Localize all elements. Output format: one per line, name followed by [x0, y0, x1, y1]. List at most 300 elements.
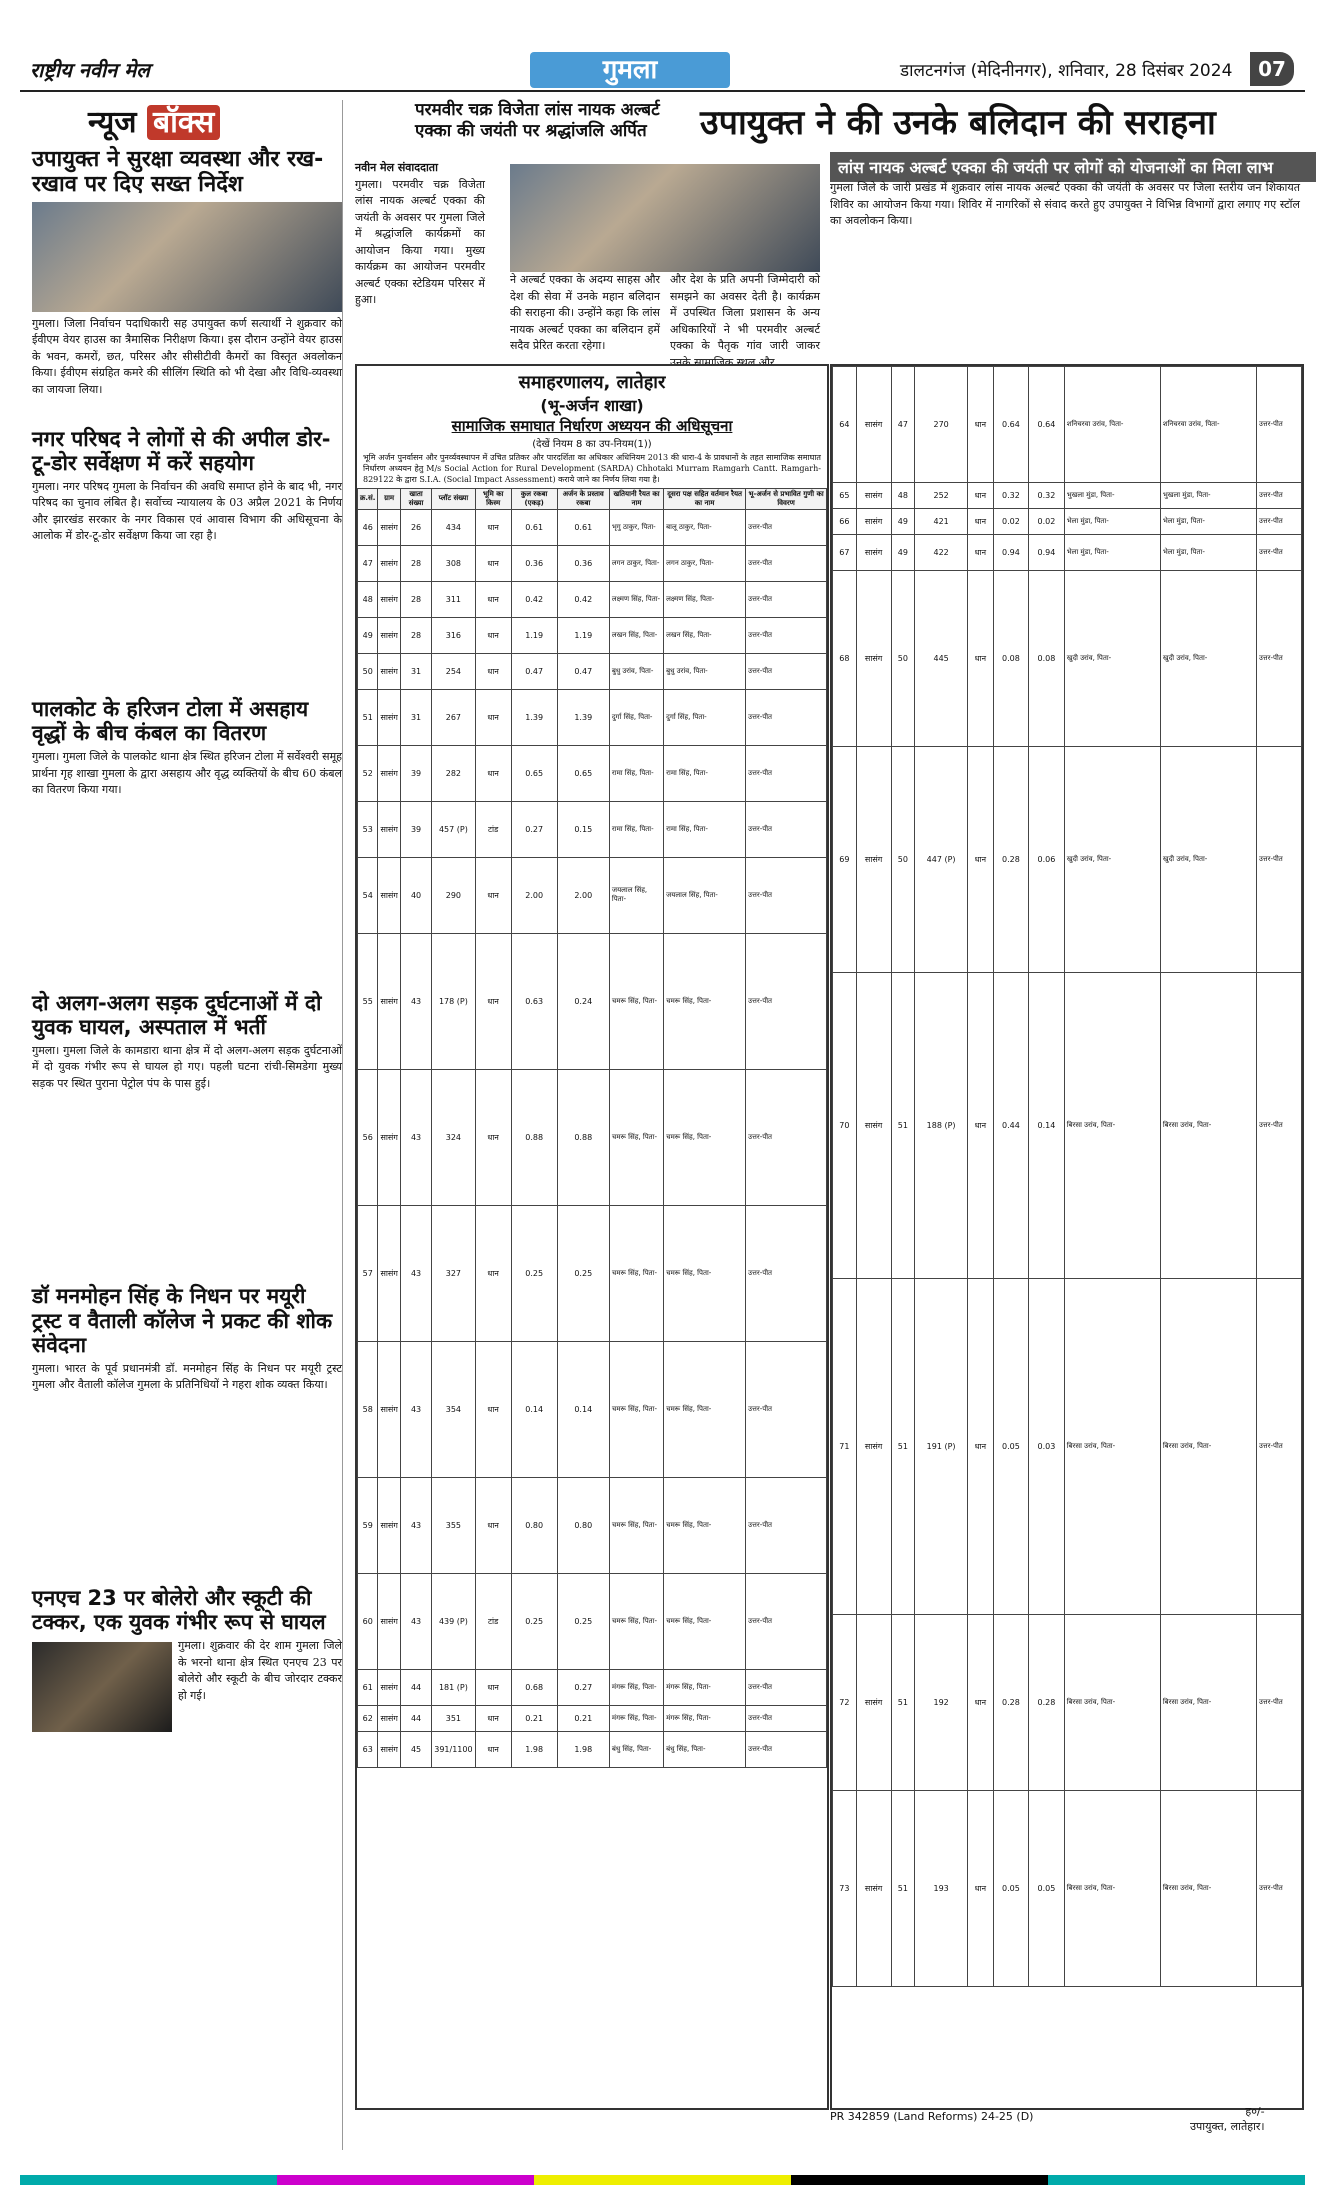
table-cell: 354: [432, 1341, 475, 1477]
table-cell: 0.02: [1029, 509, 1065, 535]
table-cell: 0.42: [557, 581, 609, 617]
table-header-cell: प्लॉट संख्या: [432, 488, 475, 509]
table-cell: 0.32: [1029, 483, 1065, 509]
table-cell: 59: [358, 1477, 378, 1573]
table-cell: सासंग: [378, 1477, 400, 1573]
table-cell: धान: [475, 1341, 511, 1477]
table-row: [358, 1705, 827, 1731]
table-cell: लक्ष्मण सिंह, पिता-: [609, 581, 663, 617]
table-cell: उत्तर-पीत: [746, 509, 827, 545]
page-number: 07: [1250, 52, 1294, 86]
table-cell: 447 (P): [915, 747, 968, 973]
table-cell: 457 (P): [432, 801, 475, 857]
table-cell: बिरसा उरांव, पिता-: [1160, 1279, 1256, 1615]
table-cell: 49: [358, 617, 378, 653]
table-cell: 60: [358, 1573, 378, 1669]
table-row: [358, 689, 827, 745]
table-cell: 43: [400, 933, 431, 1069]
table-cell: सासंग: [856, 509, 891, 535]
table-cell: 0.28: [993, 747, 1029, 973]
table-cell: 0.06: [1029, 747, 1065, 973]
table-cell: 391/1100: [432, 1731, 475, 1767]
signatory: उपायुक्त, लातेहार।: [1190, 2120, 1265, 2133]
table-row: [833, 509, 1302, 535]
top-story-photo: [510, 164, 820, 272]
table-cell: बिरसा उरांव, पिता-: [1064, 973, 1160, 1279]
table-cell: मंगरू सिंह, पिता-: [664, 1669, 746, 1705]
table-cell: धान: [968, 509, 994, 535]
table-cell: धान: [968, 1791, 994, 1987]
table-cell: 66: [833, 509, 857, 535]
table-cell: 355: [432, 1477, 475, 1573]
table-cell: उत्तर-पीत: [1256, 367, 1301, 483]
table-cell: रामा सिंह, पिता-: [664, 745, 746, 801]
story-headline: डॉ मनमोहन सिंह के निधन पर मयूरी ट्रस्ट व वैताली कॉलेज ने प्रकट की शोक संवेदना: [32, 1284, 333, 1357]
table-cell: धान: [475, 1669, 511, 1705]
story-body: गुमला। शुक्रवार की देर शाम गुमला जिले के भरनो थाना क्षेत्र स्थित एनएच 23 पर बोलेरो और स्कूटी के बीच जोरदार टक्कर हो गई।: [178, 1639, 342, 1702]
table-cell: सासंग: [378, 653, 400, 689]
table-cell: मंगरू सिंह, पिता-: [609, 1669, 663, 1705]
table-cell: 65: [833, 483, 857, 509]
table-cell: लगन ठाकुर, पिता-: [664, 545, 746, 581]
table-cell: 61: [358, 1669, 378, 1705]
table-cell: 39: [400, 745, 431, 801]
table-cell: उत्तर-पीत: [1256, 535, 1301, 571]
table-cell: 0.08: [993, 571, 1029, 747]
table-cell: धान: [475, 745, 511, 801]
table-cell: सासंग: [856, 973, 891, 1279]
table-row: [358, 1069, 827, 1205]
table-cell: 0.28: [1029, 1615, 1065, 1791]
table-cell: 0.61: [511, 509, 557, 545]
table-cell: भृगु ठाकुर, पिता-: [609, 509, 663, 545]
table-cell: उत्तर-पीत: [1256, 747, 1301, 973]
table-cell: भेला मुंडा, पिता-: [1064, 509, 1160, 535]
table-cell: धान: [968, 367, 994, 483]
table-cell: उत्तर-पीत: [746, 801, 827, 857]
table-cell: 43: [400, 1205, 431, 1341]
story-body: गुमला। गुमला जिले के पालकोट थाना क्षेत्र स्थित हरिजन टोला में सर्वेश्वरी समूह प्रार्थना गृह शाखा गुमला के द्वारा असहाय और वृद्ध व्यक्तियों के बीच 60 कंबल का वितरण किया गया।: [32, 750, 342, 797]
story-headline: पालकोट के हरिजन टोला में असहाय वृद्धों के बीच कंबल का वितरण: [32, 696, 309, 746]
table-cell: 188 (P): [915, 973, 968, 1279]
table-cell: 0.44: [993, 973, 1029, 1279]
table-cell: 1.19: [557, 617, 609, 653]
table-header-cell: दूसरा पक्ष सहित वर्तमान रैयत का नाम: [664, 488, 746, 509]
table-cell: 43: [400, 1573, 431, 1669]
table-cell: 327: [432, 1205, 475, 1341]
table-cell: 282: [432, 745, 475, 801]
table-cell: 67: [833, 535, 857, 571]
table-row: [358, 801, 827, 857]
table-cell: रामा सिंह, पिता-: [664, 801, 746, 857]
table-cell: 0.42: [511, 581, 557, 617]
table-cell: 192: [915, 1615, 968, 1791]
table-cell: 290: [432, 857, 475, 933]
table-cell: 434: [432, 509, 475, 545]
table-cell: 0.36: [511, 545, 557, 581]
table-row: [358, 509, 827, 545]
table-cell: चमरू सिंह, पिता-: [609, 1069, 663, 1205]
table-cell: 0.14: [511, 1341, 557, 1477]
table-cell: उत्तर-पीत: [1256, 571, 1301, 747]
table-cell: सासंग: [378, 617, 400, 653]
table-cell: बिरसा उरांव, पिता-: [1160, 1791, 1256, 1987]
table-cell: 73: [833, 1791, 857, 1987]
table-row: [833, 571, 1302, 747]
table-cell: सासंग: [378, 1205, 400, 1341]
table-cell: 47: [891, 367, 915, 483]
table-cell: 0.80: [557, 1477, 609, 1573]
table-row: [358, 857, 827, 933]
table-cell: 51: [358, 689, 378, 745]
table-cell: धान: [475, 689, 511, 745]
signature-block: [1190, 2104, 1265, 2134]
table-cell: 0.94: [1029, 535, 1065, 571]
table-cell: धान: [968, 535, 994, 571]
table-cell: 28: [400, 545, 431, 581]
table-cell: 0.94: [993, 535, 1029, 571]
top-story-text: गुमला। परमवीर चक्र विजेता लांस नायक अल्बर्ट एक्का की जयंती के अवसर पर गुमला जिले में श्रद्धांजलि कार्यक्रमों का आयोजन किया गया। मुख्य कार्यक्रम का आयोजन परमवीर अल्बर्ट एक्का स्टेडियम परिसर में हुआ।: [355, 177, 485, 306]
table-cell: टांड: [475, 801, 511, 857]
table-cell: 50: [891, 747, 915, 973]
table-cell: 0.80: [511, 1477, 557, 1573]
notice-rule: (देखें नियम 8 का उप-नियम(1)): [532, 439, 652, 450]
table-row: [358, 1477, 827, 1573]
table-cell: 421: [915, 509, 968, 535]
table-cell: 62: [358, 1705, 378, 1731]
table-cell: धान: [475, 581, 511, 617]
table-cell: लगन ठाकुर, पिता-: [609, 545, 663, 581]
top-story-kicker: परमवीर चक्र विजेता लांस नायक अल्बर्ट एक्का की जयंती पर श्रद्धांजलि अर्पित: [415, 100, 660, 142]
table-cell: मंगरू सिंह, पिता-: [609, 1705, 663, 1731]
table-cell: बंधु सिंह, पिता-: [664, 1731, 746, 1767]
table-cell: 178 (P): [432, 933, 475, 1069]
table-cell: 254: [432, 653, 475, 689]
table-cell: चमरू सिंह, पिता-: [664, 933, 746, 1069]
table-row: [358, 1205, 827, 1341]
table-cell: चमरू सिंह, पिता-: [609, 1205, 663, 1341]
table-cell: उत्तर-पीत: [746, 745, 827, 801]
table-cell: 57: [358, 1205, 378, 1341]
table-header-cell: कुल रकबा (एकड़): [511, 488, 557, 509]
table-cell: सासंग: [378, 689, 400, 745]
story-body: गुमला। जिला निर्वाचन पदाधिकारी सह उपायुक्त कर्ण सत्यार्थी ने शुक्रवार को ईवीएम वेयर हाउस का त्रैमासिक निरीक्षण किया। इस दौरान उन्होंने वेयर हाउस के भवन, कमरों, छत, परिसर और सीसीटीवी कैमरों का विस्तृत अवलोकन किया। ईवीएम संग्रहित कमरे की सीलिंग स्थिति को भी देखा और विधि-व्यवस्था का जायजा लिया।: [32, 316, 342, 396]
notice-table-continued: [832, 366, 1302, 1987]
table-cell: धान: [475, 545, 511, 581]
table-cell: 46: [358, 509, 378, 545]
table-cell: 48: [358, 581, 378, 617]
story-photo: [32, 202, 342, 312]
table-cell: 53: [358, 801, 378, 857]
table-row: [833, 1791, 1302, 1987]
table-cell: धान: [968, 1279, 994, 1615]
table-cell: लखन सिंह, पिता-: [664, 617, 746, 653]
table-cell: 0.21: [511, 1705, 557, 1731]
table-cell: 0.14: [1029, 973, 1065, 1279]
table-cell: खुदी उरांव, पिता-: [1160, 747, 1256, 973]
table-row: [358, 1731, 827, 1767]
land-acquisition-notice-continued: [830, 364, 1304, 2110]
table-header-cell: अर्जन के प्रस्ताव रकबा: [557, 488, 609, 509]
table-cell: बिरसा उरांव, पिता-: [1064, 1279, 1160, 1615]
table-cell: 69: [833, 747, 857, 973]
table-cell: जयलाल सिंह, पिता-: [664, 857, 746, 933]
table-cell: 0.25: [511, 1205, 557, 1341]
top-story-column-1: [355, 160, 485, 309]
table-cell: धान: [968, 483, 994, 509]
table-cell: खुदी उरांव, पिता-: [1064, 571, 1160, 747]
table-cell: 2.00: [511, 857, 557, 933]
pr-number: PR 342859 (Land Reforms) 24-25 (D): [830, 2110, 1034, 2123]
table-cell: 1.98: [511, 1731, 557, 1767]
byline: नवीन मेल संवाददाता: [355, 161, 438, 174]
story-body: गुमला। गुमला जिले के कामडारा थाना क्षेत्र में दो अलग-अलग सड़क दुर्घटनाओं में दो युवक गंभीर रूप से घायल हो गए। पहली घटना रांची-सिमडेगा मुख्य सड़क पर स्थित पुराना पेट्रोल पंप के पास हुई।: [32, 1043, 342, 1090]
table-row: [358, 1573, 827, 1669]
table-cell: 316: [432, 617, 475, 653]
table-cell: 0.68: [511, 1669, 557, 1705]
table-cell: 0.27: [557, 1669, 609, 1705]
table-cell: बिरसा उरांव, पिता-: [1064, 1615, 1160, 1791]
table-cell: सासंग: [378, 1705, 400, 1731]
table-cell: 0.21: [557, 1705, 609, 1731]
table-cell: उत्तर-पीत: [746, 933, 827, 1069]
story-body: गुमला। भारत के पूर्व प्रधानमंत्री डॉ. मनमोहन सिंह के निधन पर मयूरी ट्रस्ट गुमला और वैताली कॉलेज गुमला के प्रतिनिधियों ने गहरा शोक व्यक्त किया।: [32, 1361, 342, 1392]
table-cell: सासंग: [378, 1669, 400, 1705]
table-cell: 51: [891, 973, 915, 1279]
table-cell: 0.64: [1029, 367, 1065, 483]
table-cell: 47: [358, 545, 378, 581]
table-cell: सासंग: [378, 1573, 400, 1669]
table-cell: 191 (P): [915, 1279, 968, 1615]
table-cell: 58: [358, 1341, 378, 1477]
table-cell: 1.39: [557, 689, 609, 745]
table-cell: 2.00: [557, 857, 609, 933]
table-cell: 51: [891, 1791, 915, 1987]
table-cell: उत्तर-पीत: [746, 581, 827, 617]
table-cell: चमरू सिंह, पिता-: [609, 1477, 663, 1573]
notice-intro: भूमि अर्जन पुनर्वासन और पुनर्व्यवस्थापन में उचित प्रतिकर और पारदर्शिता का अधिकार अधिनियम 2013 की धारा-4 के प्रावधानों के तहत सामाजिक समाघात निर्धारण अध्ययन हेतु M/s Social Action for Rural Development (SARDA) Chhotaki Murram Ramgarh Cantt. Ramgarh-829122 के द्वारा S.I.A. (Social Impact Assessment) कराये जाने का निर्णय लिया गया है।: [363, 453, 821, 485]
table-cell: उत्तर-पीत: [746, 1669, 827, 1705]
notice-header: [357, 366, 827, 450]
table-cell: शनिचरवा उरांव, पिता-: [1160, 367, 1256, 483]
top-story-column-2: ने अल्बर्ट एक्का के अदम्य साहस और देश की सेवा में उनके महान बलिदान की सराहना की। उन्होंने कहा कि लांस नायक अल्बर्ट एक्का का बलिदान हमें सदैव प्रेरित करता रहेगा।: [510, 273, 660, 352]
table-cell: 270: [915, 367, 968, 483]
notice-table: [357, 488, 827, 1768]
table-cell: उत्तर-पीत: [1256, 509, 1301, 535]
table-cell: 72: [833, 1615, 857, 1791]
table-cell: सासंग: [856, 747, 891, 973]
table-cell: धान: [475, 1205, 511, 1341]
table-cell: भेला मुंडा, पिता-: [1064, 535, 1160, 571]
news-box-column: [32, 100, 343, 2150]
table-cell: रामा सिंह, पिता-: [609, 801, 663, 857]
table-cell: 43: [400, 1477, 431, 1573]
table-cell: दुर्गा सिंह, पिता-: [664, 689, 746, 745]
table-cell: चमरू सिंह, पिता-: [664, 1573, 746, 1669]
table-cell: 0.25: [511, 1573, 557, 1669]
table-cell: उत्तर-पीत: [746, 1205, 827, 1341]
table-cell: 0.61: [557, 509, 609, 545]
table-cell: सासंग: [378, 801, 400, 857]
table-row: [358, 581, 827, 617]
section-title: गुमला: [530, 52, 730, 88]
table-cell: उत्तर-पीत: [1256, 1791, 1301, 1987]
table-cell: 51: [891, 1615, 915, 1791]
table-cell: रामा सिंह, पिता-: [609, 745, 663, 801]
table-cell: सासंग: [856, 571, 891, 747]
table-cell: 311: [432, 581, 475, 617]
table-cell: उत्तर-पीत: [746, 1731, 827, 1767]
print-color-bar: [20, 2175, 1305, 2185]
notice-office: समाहरणालय, लातेहार: [518, 372, 666, 393]
table-cell: उत्तर-पीत: [746, 545, 827, 581]
table-cell: 0.03: [1029, 1279, 1065, 1615]
table-cell: शनिचरवा उरांव, पिता-: [1064, 367, 1160, 483]
table-cell: बुधु उरांव, पिता-: [609, 653, 663, 689]
table-cell: 0.47: [511, 653, 557, 689]
table-cell: 45: [400, 1731, 431, 1767]
table-cell: 26: [400, 509, 431, 545]
table-cell: 181 (P): [432, 1669, 475, 1705]
top-story-column-4: गुमला जिले के जारी प्रखंड में शुक्रवार लांस नायक अल्बर्ट एक्का की जयंती के अवसर पर जिला स्तरीय जन शिकायत शिविर का आयोजन किया गया। शिविर में नागरिकों से संवाद करते हुए उपायुक्त ने विभिन्न विभागों द्वारा लगाए गए स्टॉल का अवलोकन किया।: [830, 181, 1300, 227]
table-cell: सासंग: [378, 545, 400, 581]
table-cell: भुखला मुंडा, पिता-: [1160, 483, 1256, 509]
table-cell: बुधु उरांव, पिता-: [664, 653, 746, 689]
table-cell: 1.98: [557, 1731, 609, 1767]
table-cell: 0.88: [511, 1069, 557, 1205]
table-cell: सासंग: [378, 1341, 400, 1477]
table-cell: 52: [358, 745, 378, 801]
table-body: [833, 367, 1302, 1987]
table-cell: चमरू सिंह, पिता-: [664, 1205, 746, 1341]
table-cell: 0.32: [993, 483, 1029, 509]
table-cell: 0.05: [993, 1279, 1029, 1615]
table-cell: 0.05: [1029, 1791, 1065, 1987]
table-cell: 50: [358, 653, 378, 689]
dateline: डालटनगंज (मेदिनीनगर), शनिवार, 28 दिसंबर 2024: [900, 61, 1233, 81]
table-cell: 445: [915, 571, 968, 747]
top-story-headline: उपायुक्त ने की उनके बलिदान की सराहना: [700, 103, 1216, 143]
table-cell: 68: [833, 571, 857, 747]
story-body: गुमला। नगर परिषद गुमला के निर्वाचन की अवधि समाप्त होने के बाद भी, नगर परिषद का चुनाव लंबित है। सर्वोच्च न्यायालय के 03 अप्रैल 2021 के निर्णय और झारखंड सरकार के नगर विकास एवं आवास विभाग की अधिसूचना के आलोक में डोर-टू-डोर सर्वेक्षण किया जा रहा है।: [32, 479, 342, 543]
table-cell: धान: [968, 571, 994, 747]
table-cell: 308: [432, 545, 475, 581]
story-headline: नगर परिषद ने लोगों से की अपील डोर-टू-डोर सर्वेक्षण में करें सहयोग: [32, 426, 331, 475]
table-cell: 43: [400, 1069, 431, 1205]
table-cell: उत्तर-पीत: [746, 617, 827, 653]
table-cell: सासंग: [856, 1791, 891, 1987]
table-cell: 28: [400, 581, 431, 617]
table-cell: 64: [833, 367, 857, 483]
table-cell: धान: [968, 1615, 994, 1791]
table-row: [833, 1615, 1302, 1791]
table-cell: सासंग: [378, 1731, 400, 1767]
table-cell: धान: [968, 973, 994, 1279]
table-cell: सासंग: [378, 1069, 400, 1205]
table-cell: 267: [432, 689, 475, 745]
table-cell: जयलाल सिंह, पिता-: [609, 857, 663, 933]
table-cell: 0.25: [557, 1205, 609, 1341]
table-row: [358, 545, 827, 581]
table-cell: सासंग: [378, 745, 400, 801]
table-cell: उत्तर-पीत: [1256, 1615, 1301, 1791]
table-header-cell: खाता संख्या: [400, 488, 431, 509]
table-cell: लक्ष्मण सिंह, पिता-: [664, 581, 746, 617]
table-cell: 71: [833, 1279, 857, 1615]
table-cell: धान: [475, 857, 511, 933]
table-row: [358, 617, 827, 653]
table-header-cell: भू-अर्जन से प्रभावित गुणी का विवरण: [746, 488, 827, 509]
table-cell: सासंग: [856, 1615, 891, 1791]
table-cell: 193: [915, 1791, 968, 1987]
table-row: [358, 933, 827, 1069]
table-cell: 0.88: [557, 1069, 609, 1205]
table-cell: 44: [400, 1705, 431, 1731]
table-cell: चमरू सिंह, पिता-: [609, 933, 663, 1069]
table-cell: खुदी उरांव, पिता-: [1064, 747, 1160, 973]
table-header-cell: ग्राम: [378, 488, 400, 509]
top-story-column-3: और देश के प्रति अपनी जिम्मेदारी को समझने का अवसर देती है। कार्यक्रम में उपस्थित जिला प्रशासन के अन्य अधिकारियों ने भी परमवीर अल्बर्ट एक्का के पैतृक गांव जारी जाकर उनके सामाजिक स्थल और: [670, 273, 820, 369]
table-cell: उत्तर-पीत: [1256, 973, 1301, 1279]
newspaper-logo: राष्ट्रीय नवीन मेल: [30, 58, 150, 82]
table-cell: चमरू सिंह, पिता-: [609, 1341, 663, 1477]
table-cell: भेला मुंडा, पिता-: [1160, 535, 1256, 571]
table-cell: 0.25: [557, 1573, 609, 1669]
table-cell: बिरसा उरांव, पिता-: [1160, 1615, 1256, 1791]
table-cell: 1.19: [511, 617, 557, 653]
table-cell: 0.14: [557, 1341, 609, 1477]
table-cell: 40: [400, 857, 431, 933]
story-headline: एनएच 23 पर बोलेरो और स्कूटी की टक्कर, एक युवक गंभीर रूप से घायल: [32, 1585, 326, 1634]
table-cell: 351: [432, 1705, 475, 1731]
table-cell: सासंग: [378, 509, 400, 545]
table-row: [833, 747, 1302, 973]
table-cell: उत्तर-पीत: [746, 689, 827, 745]
story-headline: उपायुक्त ने सुरक्षा व्यवस्था और रख-रखाव पर दिए सख्त निर्देश: [32, 147, 324, 198]
table-cell: 51: [891, 1279, 915, 1615]
table-cell: चमरू सिंह, पिता-: [664, 1341, 746, 1477]
table-row: [358, 1669, 827, 1705]
table-cell: 28: [400, 617, 431, 653]
table-cell: 0.28: [993, 1615, 1029, 1791]
table-cell: 0.24: [557, 933, 609, 1069]
table-cell: भेला मुंडा, पिता-: [1160, 509, 1256, 535]
table-cell: 49: [891, 535, 915, 571]
table-cell: धान: [475, 509, 511, 545]
table-cell: लखन सिंह, पिता-: [609, 617, 663, 653]
table-cell: 0.36: [557, 545, 609, 581]
table-cell: 0.64: [993, 367, 1029, 483]
table-row: [833, 973, 1302, 1279]
table-cell: धान: [475, 653, 511, 689]
table-row: [358, 653, 827, 689]
table-cell: धान: [475, 617, 511, 653]
table-cell: उत्तर-पीत: [746, 653, 827, 689]
table-cell: चमरू सिंह, पिता-: [609, 1573, 663, 1669]
table-cell: धान: [475, 933, 511, 1069]
table-cell: सासंग: [378, 933, 400, 1069]
table-cell: 0.65: [557, 745, 609, 801]
table-cell: 43: [400, 1341, 431, 1477]
table-cell: धान: [475, 1705, 511, 1731]
table-cell: बिरसा उरांव, पिता-: [1160, 973, 1256, 1279]
table-cell: 63: [358, 1731, 378, 1767]
table-cell: बंधु सिंह, पिता-: [609, 1731, 663, 1767]
table-cell: 0.47: [557, 653, 609, 689]
news-box-title-b: बॉक्स: [147, 105, 220, 140]
land-acquisition-notice: [355, 364, 829, 2110]
table-cell: 0.02: [993, 509, 1029, 535]
